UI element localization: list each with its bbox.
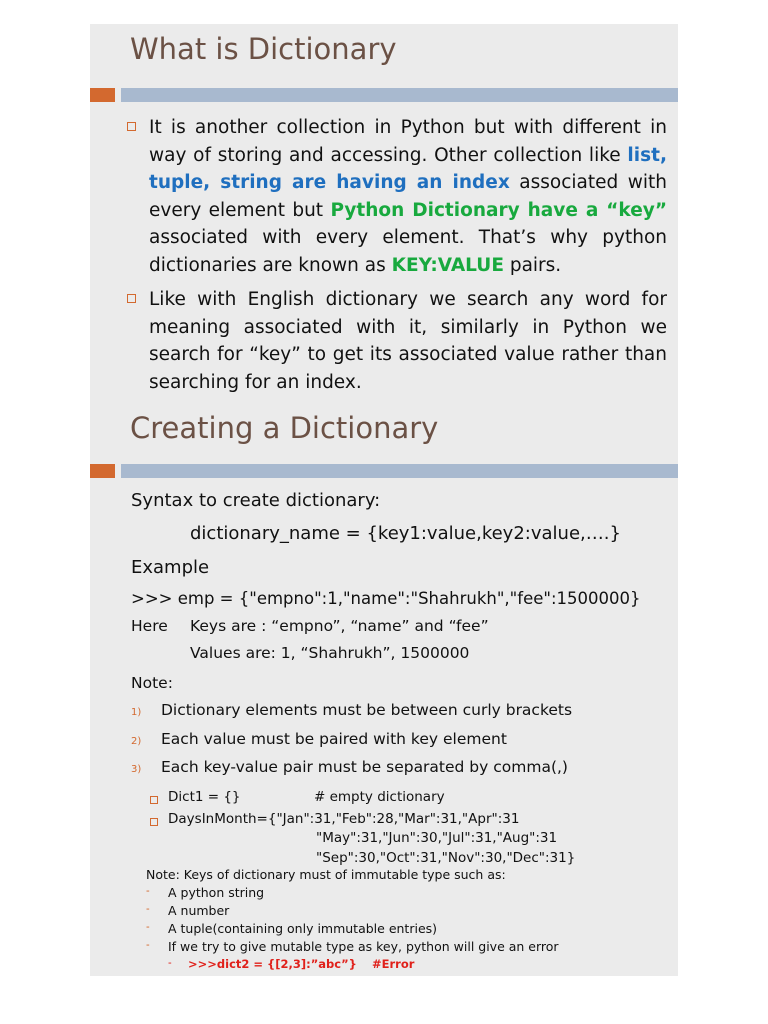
dash-bullet: - (146, 939, 150, 951)
note-number-2: 2) (131, 736, 142, 747)
example-label: Example (131, 557, 210, 578)
square-bullet-icon (127, 294, 136, 303)
bullet-1-text-a: It is another collection in Python but with different in way of storing and accessing. Other collection like (149, 117, 667, 166)
divider-orange-block (90, 88, 115, 102)
title-divider-bar (90, 88, 678, 102)
bullet-1-text (127, 114, 667, 280)
key-type-4: If we try to give mutable type as key, python will give an error (168, 939, 559, 954)
dict1-code: Dict1 = {} (168, 789, 241, 805)
bullet-1-text-c: associated with every element but (149, 172, 667, 221)
bullet-1-highlight-index: list, tuple, string are having an index (149, 144, 667, 194)
days-in-month-line-2: "May":31,"Jun":30,"Jul":31,"Aug":31 (316, 830, 558, 846)
dash-bullet: - (168, 957, 172, 969)
square-bullet-icon (150, 818, 158, 826)
dict1-comment: # empty dictionary (314, 789, 445, 805)
section-title-creating-dictionary: Creating a Dictionary (130, 411, 439, 445)
example-code: >>> emp = {"empno":1,"name":"Shahrukh","fee":1500000} (131, 589, 641, 608)
bullet-1-highlight-key: Python Dictionary have a “key” (330, 199, 667, 221)
dash-bullet: - (146, 885, 150, 897)
document-page (90, 24, 678, 976)
divider-blue-block (121, 464, 678, 478)
bullet-1-text-e: associated with every element. That’s why python dictionaries are known as (149, 227, 667, 276)
dash-bullet: - (146, 921, 150, 933)
here-label: Here (131, 617, 168, 635)
values-text: Values are: 1, “Shahrukh”, 1500000 (190, 644, 470, 662)
square-bullet-icon (127, 122, 136, 131)
keys-text: Keys are : “empno”, “name” and “fee” (190, 617, 489, 635)
key-type-3: A tuple(containing only immutable entries) (168, 921, 438, 936)
dash-bullet: - (146, 903, 150, 915)
title-divider-bar (90, 464, 678, 478)
bullet-1-text-g: pairs. (503, 254, 562, 276)
bullet-paragraph-2 (127, 286, 667, 396)
bullet-paragraph-1 (127, 114, 667, 280)
syntax-code: dictionary_name = {key1:value,key2:value,….} (190, 523, 621, 544)
note-number-1: 1) (131, 707, 142, 718)
error-example-code: >>>dict2 = {[2,3]:”abc”} (188, 957, 357, 971)
key-type-1: A python string (168, 885, 265, 900)
section-title-what-is-dictionary: What is Dictionary (130, 32, 397, 66)
divider-blue-block (121, 88, 678, 102)
days-in-month-line-1: DaysInMonth={"Jan":31,"Feb":28,"Mar":31,"Apr":31 (168, 811, 520, 827)
note-label: Note: (131, 674, 173, 692)
bullet-2-text: Like with English dictionary we search any word for meaning associated with it, similarly in Python we search for “key” to get its associated value rather than searching for an index. (149, 289, 667, 393)
bullet-1-highlight-keyvalue: KEY:VALUE (391, 254, 504, 276)
note-number-3: 3) (131, 764, 142, 775)
note-text-3: Each key-value pair must be separated by comma(,) (161, 758, 568, 776)
note-text-2: Each value must be paired with key element (161, 730, 507, 748)
note-text-1: Dictionary elements must be between curly brackets (161, 701, 573, 719)
days-in-month-line-3: "Sep":30,"Oct":31,"Nov":30,"Dec":31} (316, 850, 576, 866)
key-type-2: A number (168, 903, 230, 918)
divider-orange-block (90, 464, 115, 478)
error-label: #Error (372, 957, 415, 971)
keys-note: Note: Keys of dictionary must of immutable type such as: (146, 867, 506, 882)
square-bullet-icon (150, 796, 158, 804)
syntax-label: Syntax to create dictionary: (131, 490, 381, 511)
